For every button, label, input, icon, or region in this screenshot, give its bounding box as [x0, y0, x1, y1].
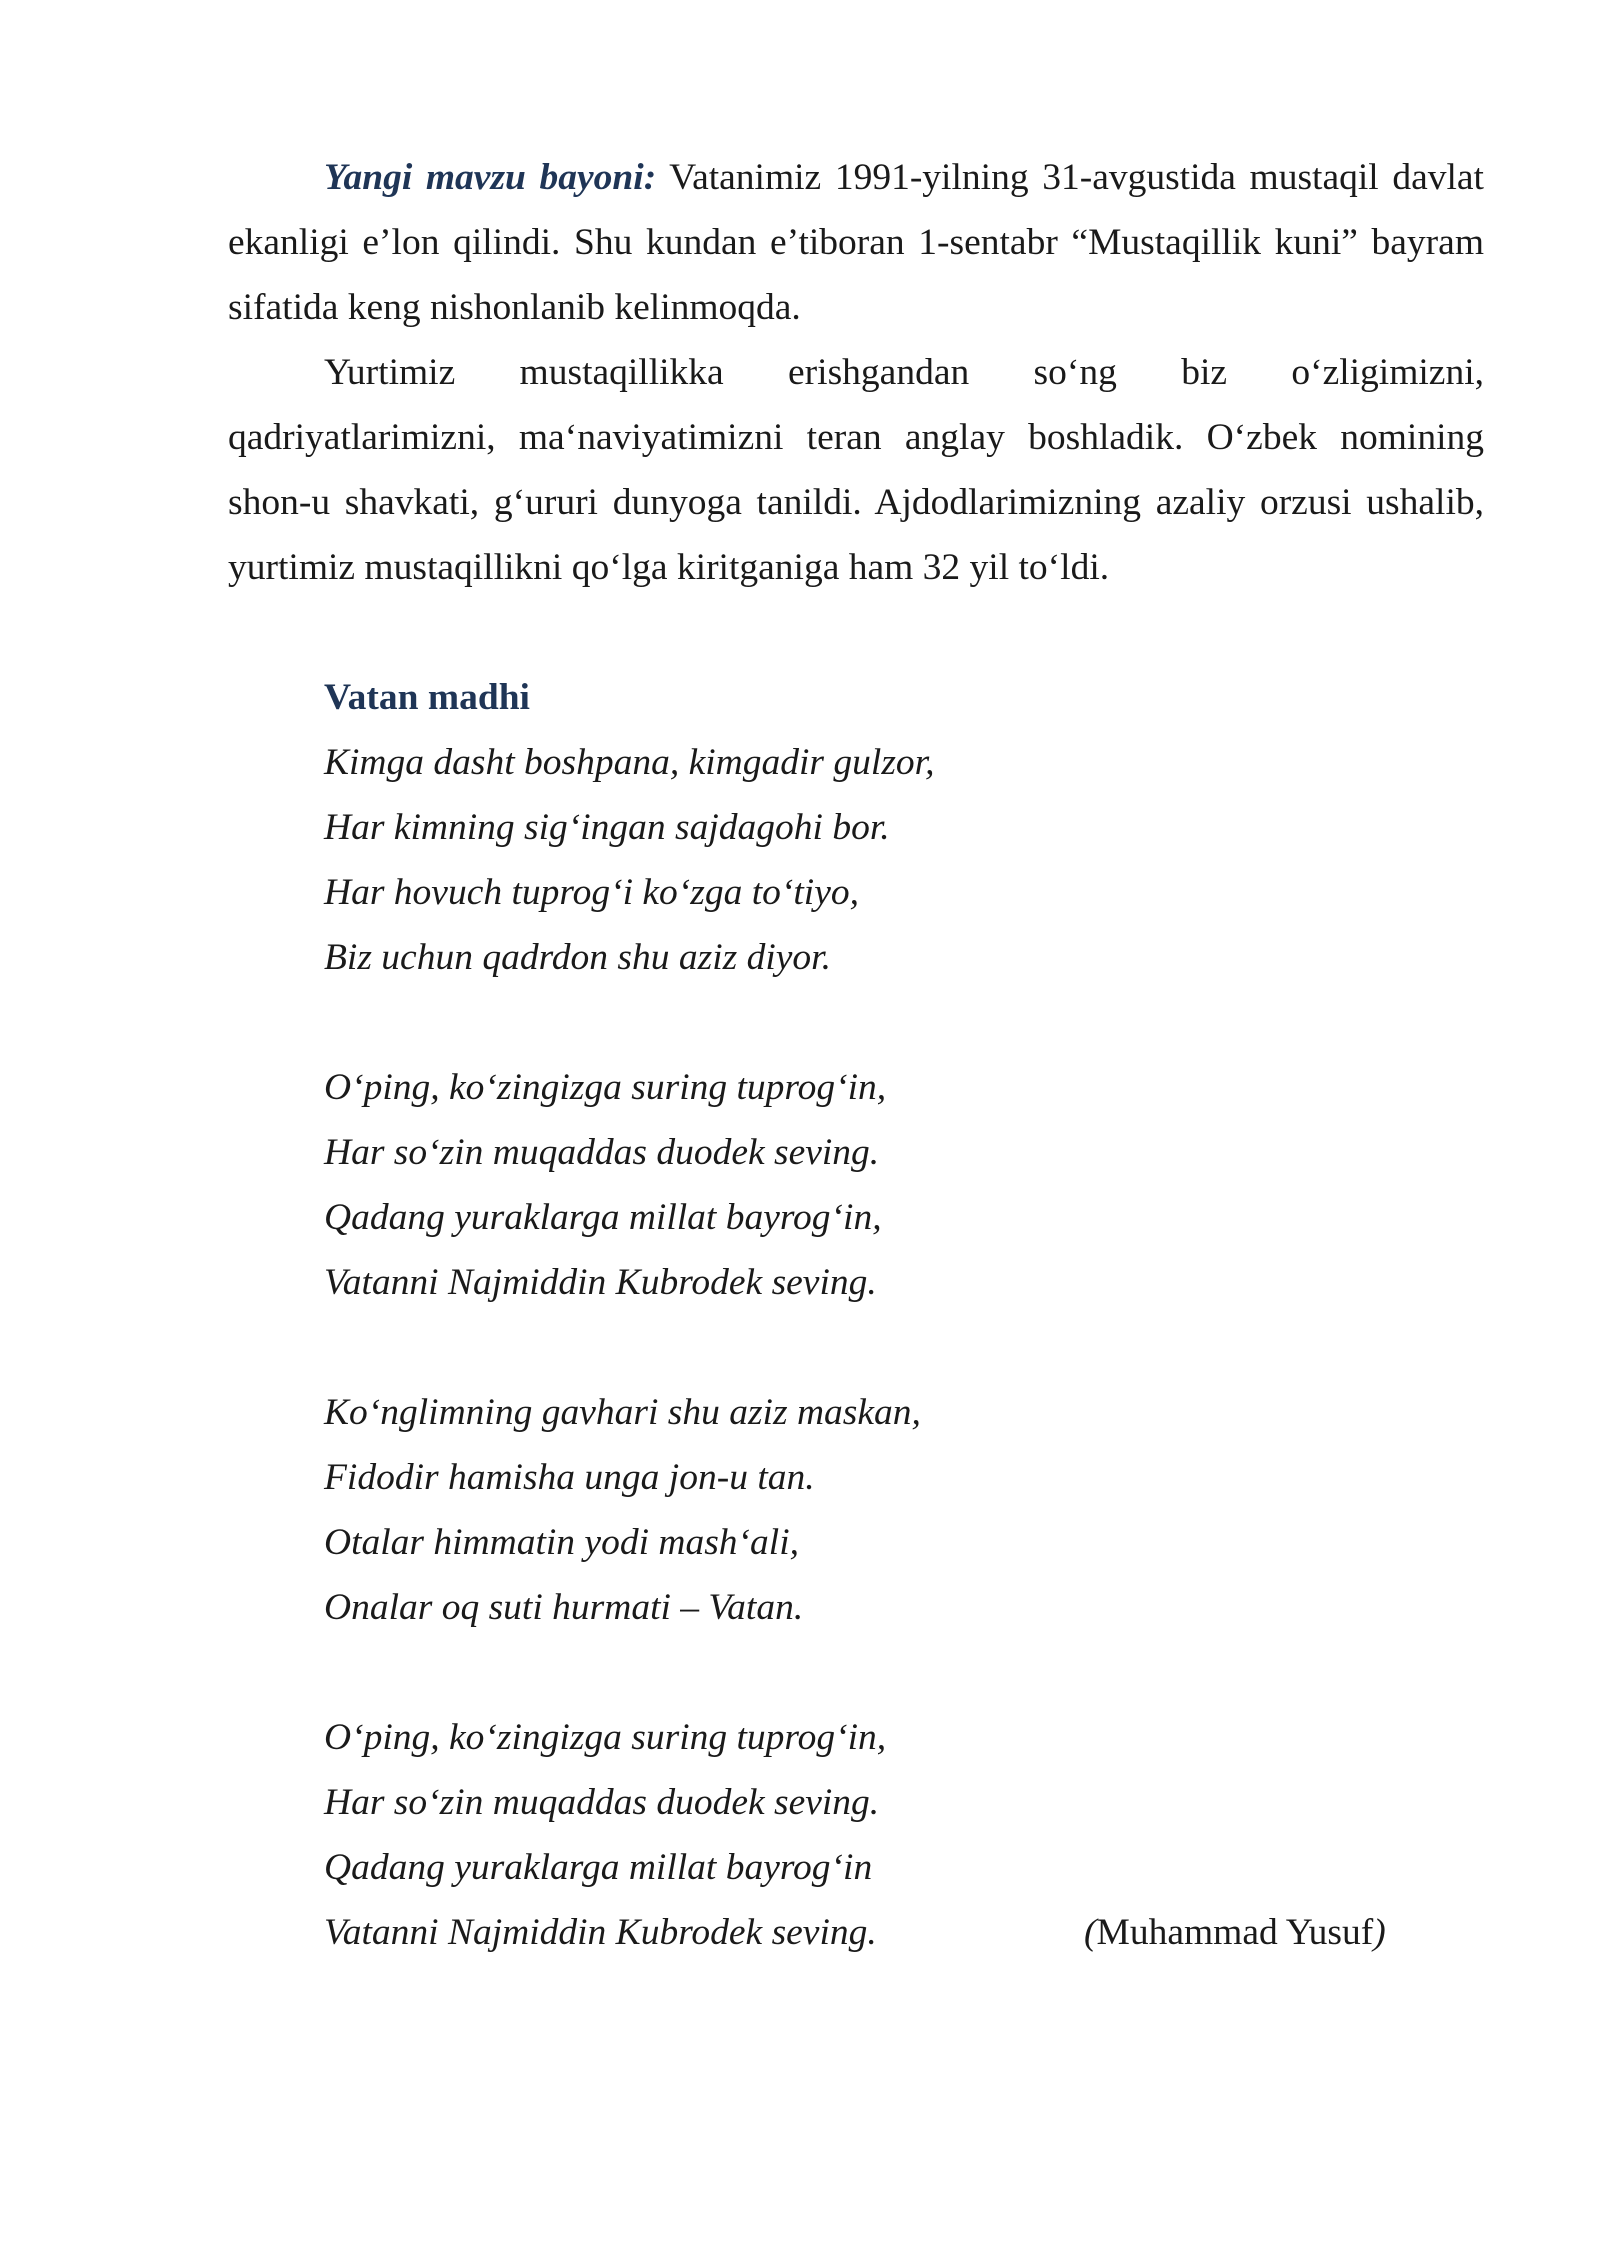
lead-label: Yangi mavzu bayoni: — [324, 157, 657, 198]
poem-line: Kimga dasht boshpana, kimgadir gulzor, — [324, 742, 935, 783]
intro-paragraph-1 — [228, 145, 1484, 340]
poem-line: Qadang yuraklarga millat bayrog‘in, — [324, 1197, 882, 1238]
poem-stanza-1 — [324, 730, 1484, 990]
poem-line: Ko‘nglimning gavhari shu aziz maskan, — [324, 1392, 921, 1433]
author-close-paren: ) — [1373, 1912, 1386, 1953]
poem-line: Biz uchun qadrdon shu aziz diyor. — [324, 937, 831, 978]
poem-last-line-row — [324, 1900, 1484, 1965]
poem-stanza-4 — [324, 1705, 1484, 1965]
poem-line: Otalar himmatin yodi mash‘ali, — [324, 1522, 799, 1563]
poem-line: Vatanni Najmiddin Kubrodek seving. — [324, 1912, 877, 1953]
poem-line: O‘ping, ko‘zingizga suring tuprog‘in, — [324, 1717, 887, 1758]
author-open-paren: ( — [1084, 1912, 1097, 1953]
poem-line: Fidodir hamisha unga jon-u tan. — [324, 1457, 815, 1498]
poem-line: Qadang yuraklarga millat bayrog‘in — [324, 1847, 873, 1888]
poem-stanza-3 — [324, 1380, 1484, 1640]
author-name: Muhammad Yusuf — [1096, 1912, 1374, 1953]
poem-line: O‘ping, ko‘zingizga suring tuprog‘in, — [324, 1067, 887, 1108]
poem-line: Onalar oq suti hurmati – Vatan. — [324, 1587, 804, 1628]
poem-line: Vatanni Najmiddin Kubrodek seving. — [324, 1262, 877, 1303]
poem-line: Har so‘zin muqaddas duodek seving. — [324, 1782, 880, 1823]
poem-line: Har kimning sig‘ingan sajdagohi bor. — [324, 807, 890, 848]
poem-stanza-2 — [324, 1055, 1484, 1315]
poem — [324, 665, 1484, 1965]
poem-line: Har hovuch tuprog‘i ko‘zga to‘tiyo, — [324, 872, 859, 913]
poem-line: Har so‘zin muqaddas duodek seving. — [324, 1132, 880, 1173]
intro-section — [228, 145, 1484, 600]
intro-paragraph-2: Yurtimiz mustaqillikka erishgandan so‘ng biz o‘zligimizni, qadriyatlarimizni, ma‘naviyatimizni teran anglay boshladik. O‘zbek nomining shon-u shavkati, g‘ururi dunyoga tanildi. Ajdodlarimizning azaliy orzusi ushalib, yurtimiz mustaqillikni qo‘lga kiritganiga ham 32 yil to‘ldi. — [228, 352, 1484, 588]
poem-author — [1084, 1900, 1386, 1965]
intro-paragraph-1-text: Vatanimiz 1991-yilning 31-avgustida mustaqil davlat ekanligi e’lon qilindi. Shu kundan e’tiboran 1-sentabr “Mustaqillik kuni” bayram sifatida keng nishonlanib kelinmoqda. — [228, 157, 1484, 328]
poem-title: Vatan madhi — [324, 677, 530, 718]
